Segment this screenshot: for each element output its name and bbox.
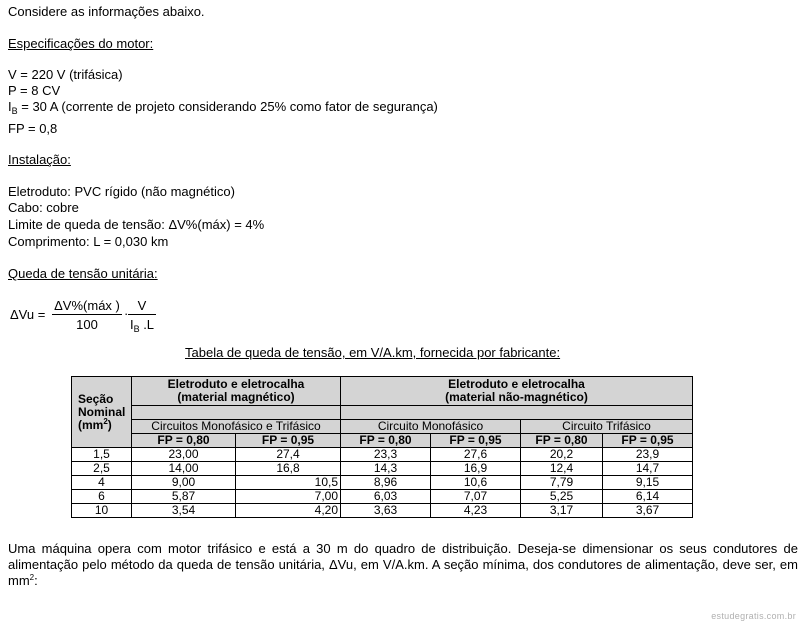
table-row [72, 476, 693, 490]
cell-value: 3,54 [132, 504, 236, 518]
install-comprimento: Comprimento: L = 0,030 km [8, 234, 169, 249]
formula-fraction-1 [52, 298, 122, 332]
motor-current: $I_B = 30$ A (corrente de projeto considerando 25% como fator de segurança) [8, 99, 438, 116]
cell-value: 23,3 [341, 448, 431, 462]
cell-value: 4,23 [431, 504, 521, 518]
cell-value: 16,8 [236, 462, 341, 476]
cell-value: 8,96 [341, 476, 431, 490]
header-non-magnetic: Eletroduto e eletrocalha (material não-magnético) [341, 377, 693, 406]
table-row [72, 462, 693, 476]
cell-value: 7,07 [431, 490, 521, 504]
cell-value: 23,9 [603, 448, 693, 462]
cell-value: 6,03 [341, 490, 431, 504]
cell-value: 7,00 [236, 490, 341, 504]
cell-secao: 10 [72, 504, 132, 518]
formula-denominator-1: 100 [76, 317, 98, 332]
cell-value: 6,14 [603, 490, 693, 504]
cell-value: 4,20 [236, 504, 341, 518]
formula-numerator-2: V [137, 298, 147, 313]
formula-numerator-1: ΔV%(máx ) [54, 298, 120, 313]
cell-value: 3,67 [603, 504, 693, 518]
cell-value: 27,4 [236, 448, 341, 462]
cell-secao: 6 [72, 490, 132, 504]
cell-secao: 2,5 [72, 462, 132, 476]
header-fp: FP = 0,80 [132, 434, 236, 448]
header-secao: Seção Nominal $(mm^2)$ [72, 377, 132, 448]
motor-heading: Especificações do motor: [8, 36, 154, 51]
cell-value: 3,63 [341, 504, 431, 518]
motor-voltage: V = 220 V (trifásica) [8, 67, 123, 82]
install-cabo: Cabo: cobre [8, 200, 79, 215]
cell-value: 7,79 [521, 476, 603, 490]
table-row [72, 504, 693, 518]
header-fp: FP = 0,80 [521, 434, 603, 448]
formula-heading: Queda de tensão unitária: [8, 266, 158, 281]
header-magnetic: Eletroduto e eletrocalha (material magnético) [132, 377, 341, 406]
header-fp: FP = 0,95 [236, 434, 341, 448]
table-caption: Tabela de queda de tensão, em V/A.km, fornecida por fabricante: [185, 345, 561, 360]
cell-value: 27,6 [431, 448, 521, 462]
intro-text: Considere as informações abaixo. [8, 4, 205, 19]
formula-denominator-2: $I_B$ .L [129, 317, 155, 334]
cell-value: 5,87 [132, 490, 236, 504]
header-fp: FP = 0,95 [603, 434, 693, 448]
install-heading: Instalação: [8, 152, 71, 167]
cell-value: 23,00 [132, 448, 236, 462]
header-nmag-tri: Circuito Trifásico [521, 420, 693, 434]
cell-secao: 4 [72, 476, 132, 490]
formula-fraction-2 [128, 298, 156, 332]
voltage-drop-table [71, 376, 693, 518]
header-blank-magnetic [132, 406, 341, 420]
question-text: Uma máquina opera com motor trifásico e está a 30 m do quadro de distribuição. Deseja-se dimensionar os seus condutores de alimentação pelo método da queda de tensão unitária, ΔVu, em V/A.km. A seção mínima, dos condutores de alimentação, deve ser, em $mm^2$: [8, 541, 798, 588]
cell-value: 10,6 [431, 476, 521, 490]
watermark: estudegratis.com.br [711, 611, 796, 621]
cell-value: 3,17 [521, 504, 603, 518]
cell-value: 20,2 [521, 448, 603, 462]
header-blank-non-magnetic [341, 406, 693, 420]
motor-power-factor: FP = 0,8 [8, 121, 58, 136]
table-row [72, 490, 693, 504]
cell-value: 9,15 [603, 476, 693, 490]
cell-value: 14,00 [132, 462, 236, 476]
header-mag-circuits: Circuitos Monofásico e Trifásico [132, 420, 341, 434]
motor-power: P = 8 CV [8, 83, 61, 98]
cell-value: 5,25 [521, 490, 603, 504]
install-limite: Limite de queda de tensão: ΔV%(máx) = 4% [8, 217, 265, 232]
cell-value: 16,9 [431, 462, 521, 476]
cell-value: 10,5 [236, 476, 341, 490]
header-fp: FP = 0,95 [431, 434, 521, 448]
header-fp: FP = 0,80 [341, 434, 431, 448]
cell-secao: 1,5 [72, 448, 132, 462]
cell-value: 14,7 [603, 462, 693, 476]
formula-dot: · [124, 306, 129, 321]
cell-value: 9,00 [132, 476, 236, 490]
header-nmag-mono: Circuito Monofásico [341, 420, 521, 434]
formula-lhs: ΔVu = [10, 307, 46, 322]
install-eletroduto: Eletroduto: PVC rígido (não magnético) [8, 184, 235, 199]
cell-value: 14,3 [341, 462, 431, 476]
table-row [72, 448, 693, 462]
cell-value: 12,4 [521, 462, 603, 476]
